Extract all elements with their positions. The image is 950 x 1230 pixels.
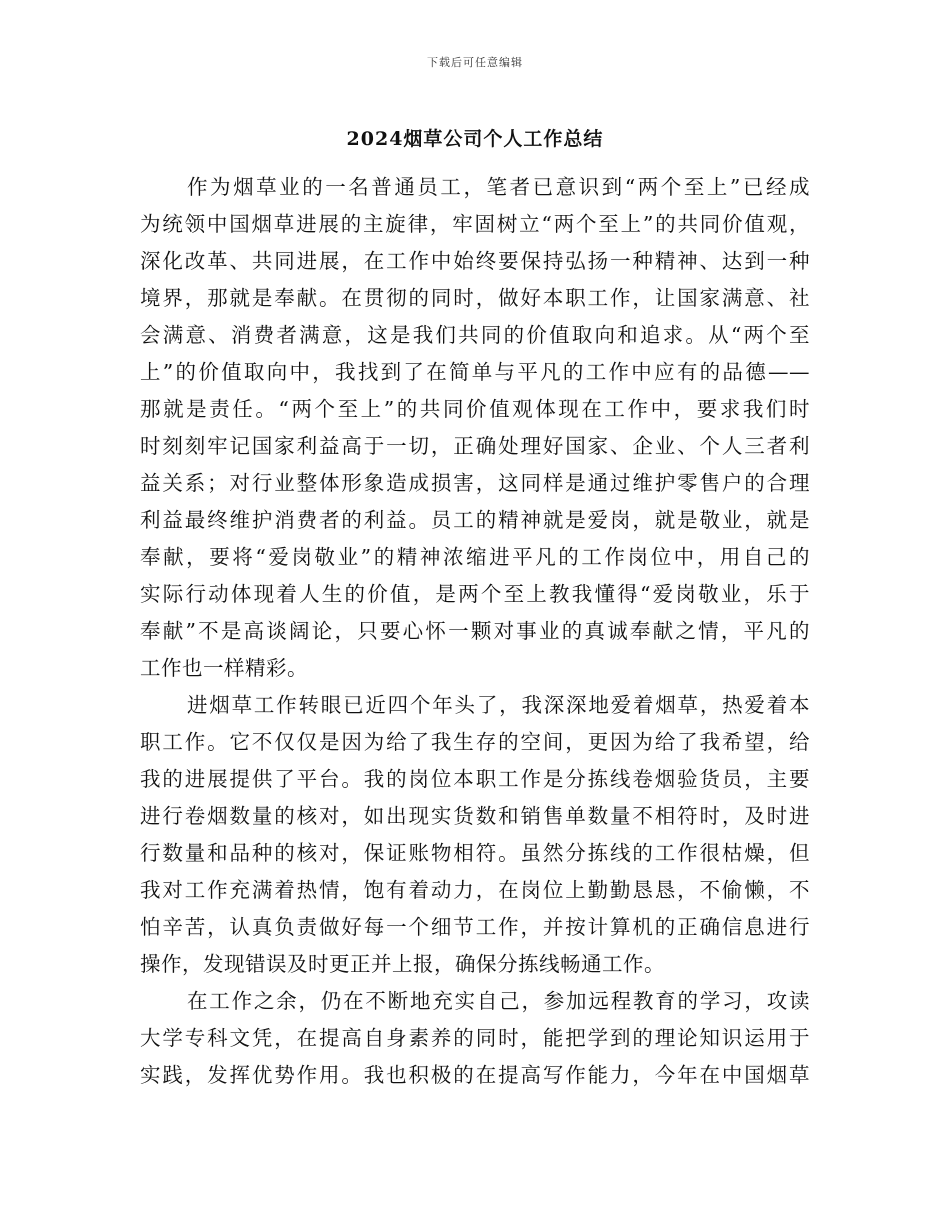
text-line: 作为烟草业的一名普通员工，笔者已意识到“两个至上”已经成 xyxy=(187,175,810,199)
text-line: 进烟草工作转眼已近四个年头了，我深深地爱着烟草，热爱着本 xyxy=(187,693,810,717)
document-title: 2024烟草公司个人工作总结 xyxy=(346,128,604,150)
text-line: 我的进展提供了平台。我的岗位本职工作是分拣线卷烟验货员，主要 xyxy=(140,767,810,791)
text-line: 益关系；对行业整体形象造成损害，这同样是通过维护零售户的合理 xyxy=(140,471,810,495)
text-line: 奉献”不是高谈阔论，只要心怀一颗对事业的真诚奉献之情，平凡的 xyxy=(140,619,810,643)
paragraph-1 xyxy=(140,169,810,687)
text-line: 实践，发挥优势作用。我也积极的在提高写作能力，今年在中国烟草 xyxy=(140,1063,810,1087)
text-line: 境界，那就是奉献。在贯彻的同时，做好本职工作，让国家满意、社 xyxy=(140,286,810,310)
text-line: 那就是责任。“两个至上”的共同价值观体现在工作中，要求我们时 xyxy=(140,397,810,421)
text-line: 奉献，要将“爱岗敬业”的精神浓缩进平凡的工作岗位中，用自己的 xyxy=(140,545,810,569)
text-line: 在工作之余，仍在不断地充实自己，参加远程教育的学习，攻读 xyxy=(187,989,810,1013)
paragraph-2 xyxy=(140,687,810,983)
text-line: 深化改革、共同进展，在工作中始终要保持弘扬一种精神、达到一种 xyxy=(140,249,810,273)
text-line: 实际行动体现着人生的价值，是两个至上教我懂得“爱岗敬业，乐于 xyxy=(140,582,810,606)
text-line: 工作也一样精彩。 xyxy=(140,656,308,680)
header-note: 下载后可任意编辑 xyxy=(427,56,523,69)
text-line: 行数量和品种的核对，保证账物相符。虽然分拣线的工作很枯燥，但 xyxy=(140,841,810,865)
text-line: 进行卷烟数量的核对，如出现实货数和销售单数量不相符时，及时进 xyxy=(140,804,810,828)
paragraph-3 xyxy=(140,983,810,1094)
text-line: 大学专科文凭，在提高自身素养的同时，能把学到的理论知识运用于 xyxy=(140,1026,810,1050)
text-line: 时刻刻牢记国家利益高于一切，正确处理好国家、企业、个人三者利 xyxy=(140,434,810,458)
text-line: 操作，发现错误及时更正并上报，确保分拣线畅通工作。 xyxy=(140,952,665,976)
text-line: 上”的价值取向中，我找到了在简单与平凡的工作中应有的品德—— xyxy=(140,360,810,384)
text-line: 怕辛苦，认真负责做好每一个细节工作，并按计算机的正确信息进行 xyxy=(140,915,810,939)
text-line: 为统领中国烟草进展的主旋律，牢固树立“两个至上”的共同价值观， xyxy=(140,212,810,236)
document-body xyxy=(140,169,810,1094)
text-line: 我对工作充满着热情，饱有着动力，在岗位上勤勤恳恳，不偷懒，不 xyxy=(140,878,810,902)
text-line: 利益最终维护消费者的利益。员工的精神就是爱岗，就是敬业，就是 xyxy=(140,508,810,532)
text-line: 会满意、消费者满意，这是我们共同的价值取向和追求。从“两个至 xyxy=(140,323,810,347)
text-line: 职工作。它不仅仅是因为给了我生存的空间，更因为给了我希望，给 xyxy=(140,730,810,754)
